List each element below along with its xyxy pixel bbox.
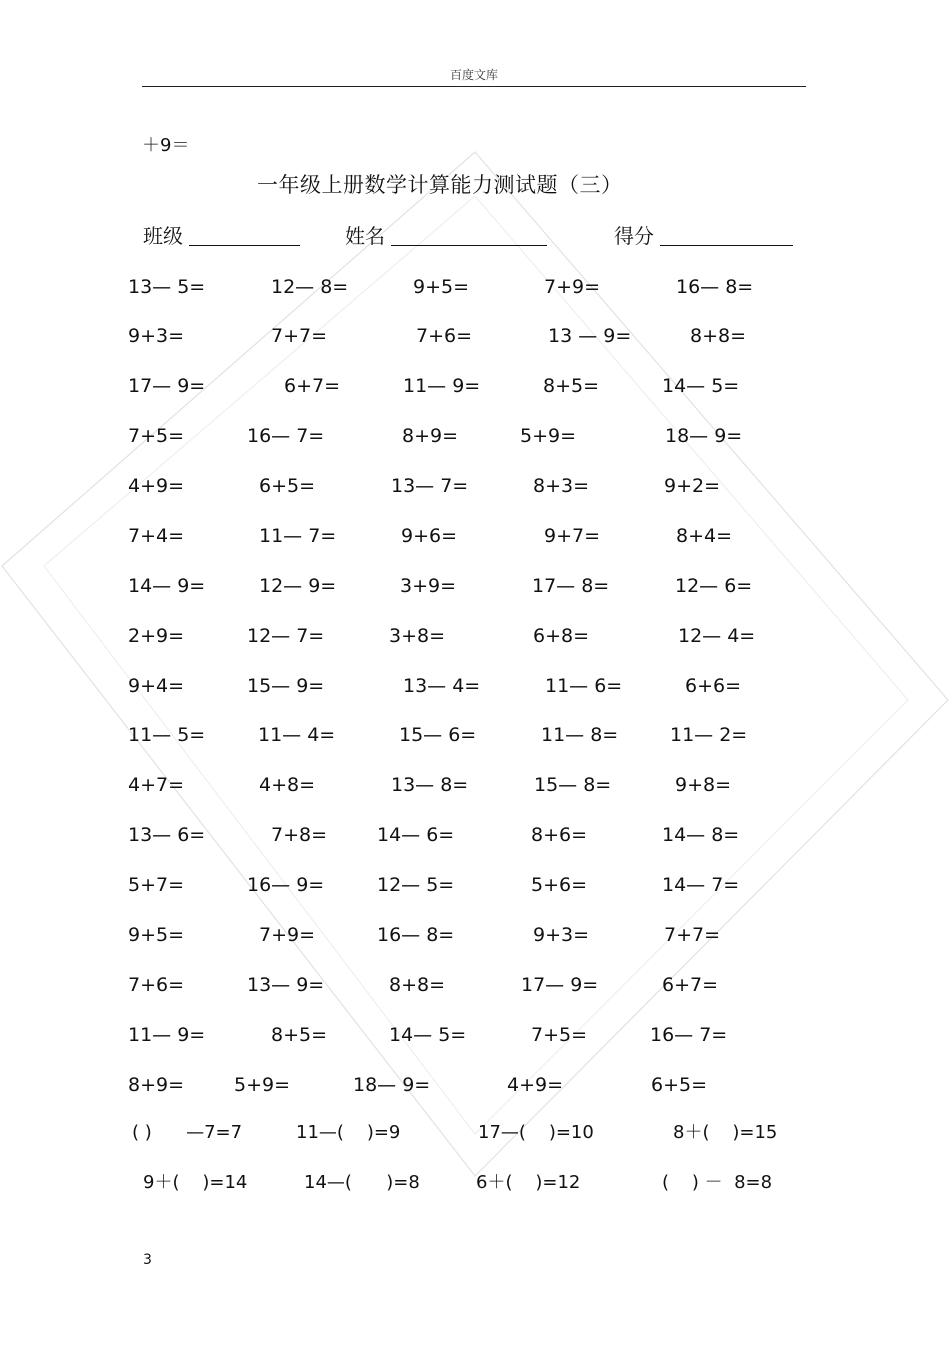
arithmetic-problem: 3+9=: [400, 575, 457, 597]
arithmetic-problem: 5+9=: [520, 425, 577, 447]
arithmetic-problem: 7+9=: [544, 276, 601, 298]
arithmetic-problem: 13— 6=: [128, 824, 206, 846]
arithmetic-problem: 8+3=: [533, 475, 590, 497]
arithmetic-problem: 5+9=: [234, 1074, 291, 1096]
arithmetic-problem: 6+5=: [259, 475, 316, 497]
arithmetic-problem: 7+4=: [128, 525, 185, 547]
arithmetic-problem: 16— 7=: [247, 425, 325, 447]
arithmetic-problem: 15— 8=: [534, 774, 612, 796]
arithmetic-problem: 18— 9=: [353, 1074, 431, 1096]
arithmetic-problem: 17— 9=: [521, 974, 599, 996]
arithmetic-problem: 7+7=: [271, 325, 328, 347]
missing-number-problem: ( ) —7=7: [132, 1122, 243, 1143]
arithmetic-problem: 4+9=: [507, 1074, 564, 1096]
arithmetic-problem: 14— 6=: [377, 824, 455, 846]
arithmetic-problem: 8+8=: [389, 974, 446, 996]
arithmetic-problem: 16— 9=: [247, 874, 325, 896]
arithmetic-problem: 11— 7=: [259, 525, 337, 547]
arithmetic-problem: 6+6=: [685, 675, 742, 697]
class-blank-line: [189, 245, 300, 246]
arithmetic-problem: 11— 9=: [128, 1024, 206, 1046]
arithmetic-problem: 17— 8=: [532, 575, 610, 597]
carryover-fragment: ＋9＝: [142, 135, 190, 156]
arithmetic-problem: 9+3=: [128, 325, 185, 347]
arithmetic-problem: 8+4=: [676, 525, 733, 547]
arithmetic-problem: 9+7=: [544, 525, 601, 547]
arithmetic-problem: 16— 8=: [676, 276, 754, 298]
arithmetic-problem: 8+8=: [690, 325, 747, 347]
arithmetic-problem: 11— 9=: [403, 375, 481, 397]
arithmetic-problem: 9+2=: [664, 475, 721, 497]
arithmetic-problem: 15— 6=: [399, 724, 477, 746]
arithmetic-problem: 12— 9=: [259, 575, 337, 597]
arithmetic-problem: 8+5=: [271, 1024, 328, 1046]
arithmetic-problem: 18— 9=: [665, 425, 743, 447]
arithmetic-problem: 15— 9=: [247, 675, 325, 697]
arithmetic-problem: 6+7=: [284, 375, 341, 397]
arithmetic-problem: 11— 4=: [258, 724, 336, 746]
arithmetic-problem: 14— 9=: [128, 575, 206, 597]
arithmetic-problem: 14— 7=: [662, 874, 740, 896]
arithmetic-problem: 7+6=: [128, 974, 185, 996]
arithmetic-problem: 9+4=: [128, 675, 185, 697]
arithmetic-problem: 8+9=: [128, 1074, 185, 1096]
arithmetic-problem: 13— 5=: [128, 276, 206, 298]
arithmetic-problem: 9+3=: [533, 924, 590, 946]
arithmetic-problem: 7+5=: [531, 1024, 588, 1046]
arithmetic-problem: 8+5=: [543, 375, 600, 397]
arithmetic-problem: 5+6=: [531, 874, 588, 896]
arithmetic-problem: 4+7=: [128, 774, 185, 796]
name-field: [345, 220, 385, 249]
page-header: 百度文库: [449, 68, 498, 82]
arithmetic-problem: 9+6=: [401, 525, 458, 547]
name-blank-line: [391, 245, 547, 246]
worksheet-title: 一年级上册数学计算能力测试题（三）: [257, 173, 623, 197]
arithmetic-problem: 13 — 9=: [548, 325, 632, 347]
missing-number-problem: 6＋( )=12: [476, 1172, 581, 1193]
arithmetic-problem: 9+5=: [128, 924, 185, 946]
arithmetic-problem: 3+8=: [389, 625, 446, 647]
arithmetic-problem: 13— 7=: [391, 475, 469, 497]
arithmetic-problem: 7+6=: [416, 325, 473, 347]
name-label: 姓名: [345, 224, 385, 248]
arithmetic-problem: 11— 2=: [670, 724, 748, 746]
arithmetic-problem: 7+9=: [259, 924, 316, 946]
arithmetic-problem: 14— 5=: [662, 375, 740, 397]
missing-number-problem: 14—( )=8: [304, 1172, 420, 1193]
arithmetic-problem: 11— 6=: [545, 675, 623, 697]
missing-number-problem: 11—( )=9: [296, 1122, 401, 1143]
arithmetic-problem: 7+8=: [271, 824, 328, 846]
missing-number-problem: 9＋( )=14: [143, 1172, 248, 1193]
arithmetic-problem: 13— 9=: [247, 974, 325, 996]
missing-number-problem: 8＋( )=15: [673, 1122, 778, 1143]
arithmetic-problem: 16— 8=: [377, 924, 455, 946]
arithmetic-problem: 14— 8=: [662, 824, 740, 846]
arithmetic-problem: 4+8=: [259, 774, 316, 796]
class-field: [143, 220, 183, 249]
arithmetic-problem: 7+5=: [128, 425, 185, 447]
header-rule: [142, 86, 806, 87]
score-label: 得分: [614, 224, 654, 248]
arithmetic-problem: 6+5=: [651, 1074, 708, 1096]
arithmetic-problem: 9+5=: [413, 276, 470, 298]
arithmetic-problem: 6+7=: [662, 974, 719, 996]
missing-number-problem: 17—( )=10: [478, 1122, 594, 1143]
arithmetic-problem: 5+7=: [128, 874, 185, 896]
score-field: [614, 220, 654, 249]
arithmetic-problem: 9+8=: [675, 774, 732, 796]
arithmetic-problem: 12— 5=: [377, 874, 455, 896]
arithmetic-problem: 4+9=: [128, 475, 185, 497]
class-label: 班级: [143, 224, 183, 248]
score-blank-line: [660, 245, 793, 246]
arithmetic-problem: 12— 7=: [247, 625, 325, 647]
page-number: 3: [143, 1252, 152, 1268]
arithmetic-problem: 16— 7=: [650, 1024, 728, 1046]
arithmetic-problem: 14— 5=: [389, 1024, 467, 1046]
arithmetic-problem: 11— 8=: [541, 724, 619, 746]
arithmetic-problem: 13— 4=: [403, 675, 481, 697]
arithmetic-problem: 12— 4=: [678, 625, 756, 647]
arithmetic-problem: 12— 6=: [675, 575, 753, 597]
missing-number-problem: ( ) － 8=8: [662, 1172, 773, 1193]
arithmetic-problem: 8+6=: [531, 824, 588, 846]
arithmetic-problem: 12— 8=: [271, 276, 349, 298]
arithmetic-problem: 8+9=: [402, 425, 459, 447]
arithmetic-problem: 2+9=: [128, 625, 185, 647]
arithmetic-problem: 6+8=: [533, 625, 590, 647]
arithmetic-problem: 7+7=: [664, 924, 721, 946]
arithmetic-problem: 13— 8=: [391, 774, 469, 796]
arithmetic-problem: 11— 5=: [128, 724, 206, 746]
arithmetic-problem: 17— 9=: [128, 375, 206, 397]
